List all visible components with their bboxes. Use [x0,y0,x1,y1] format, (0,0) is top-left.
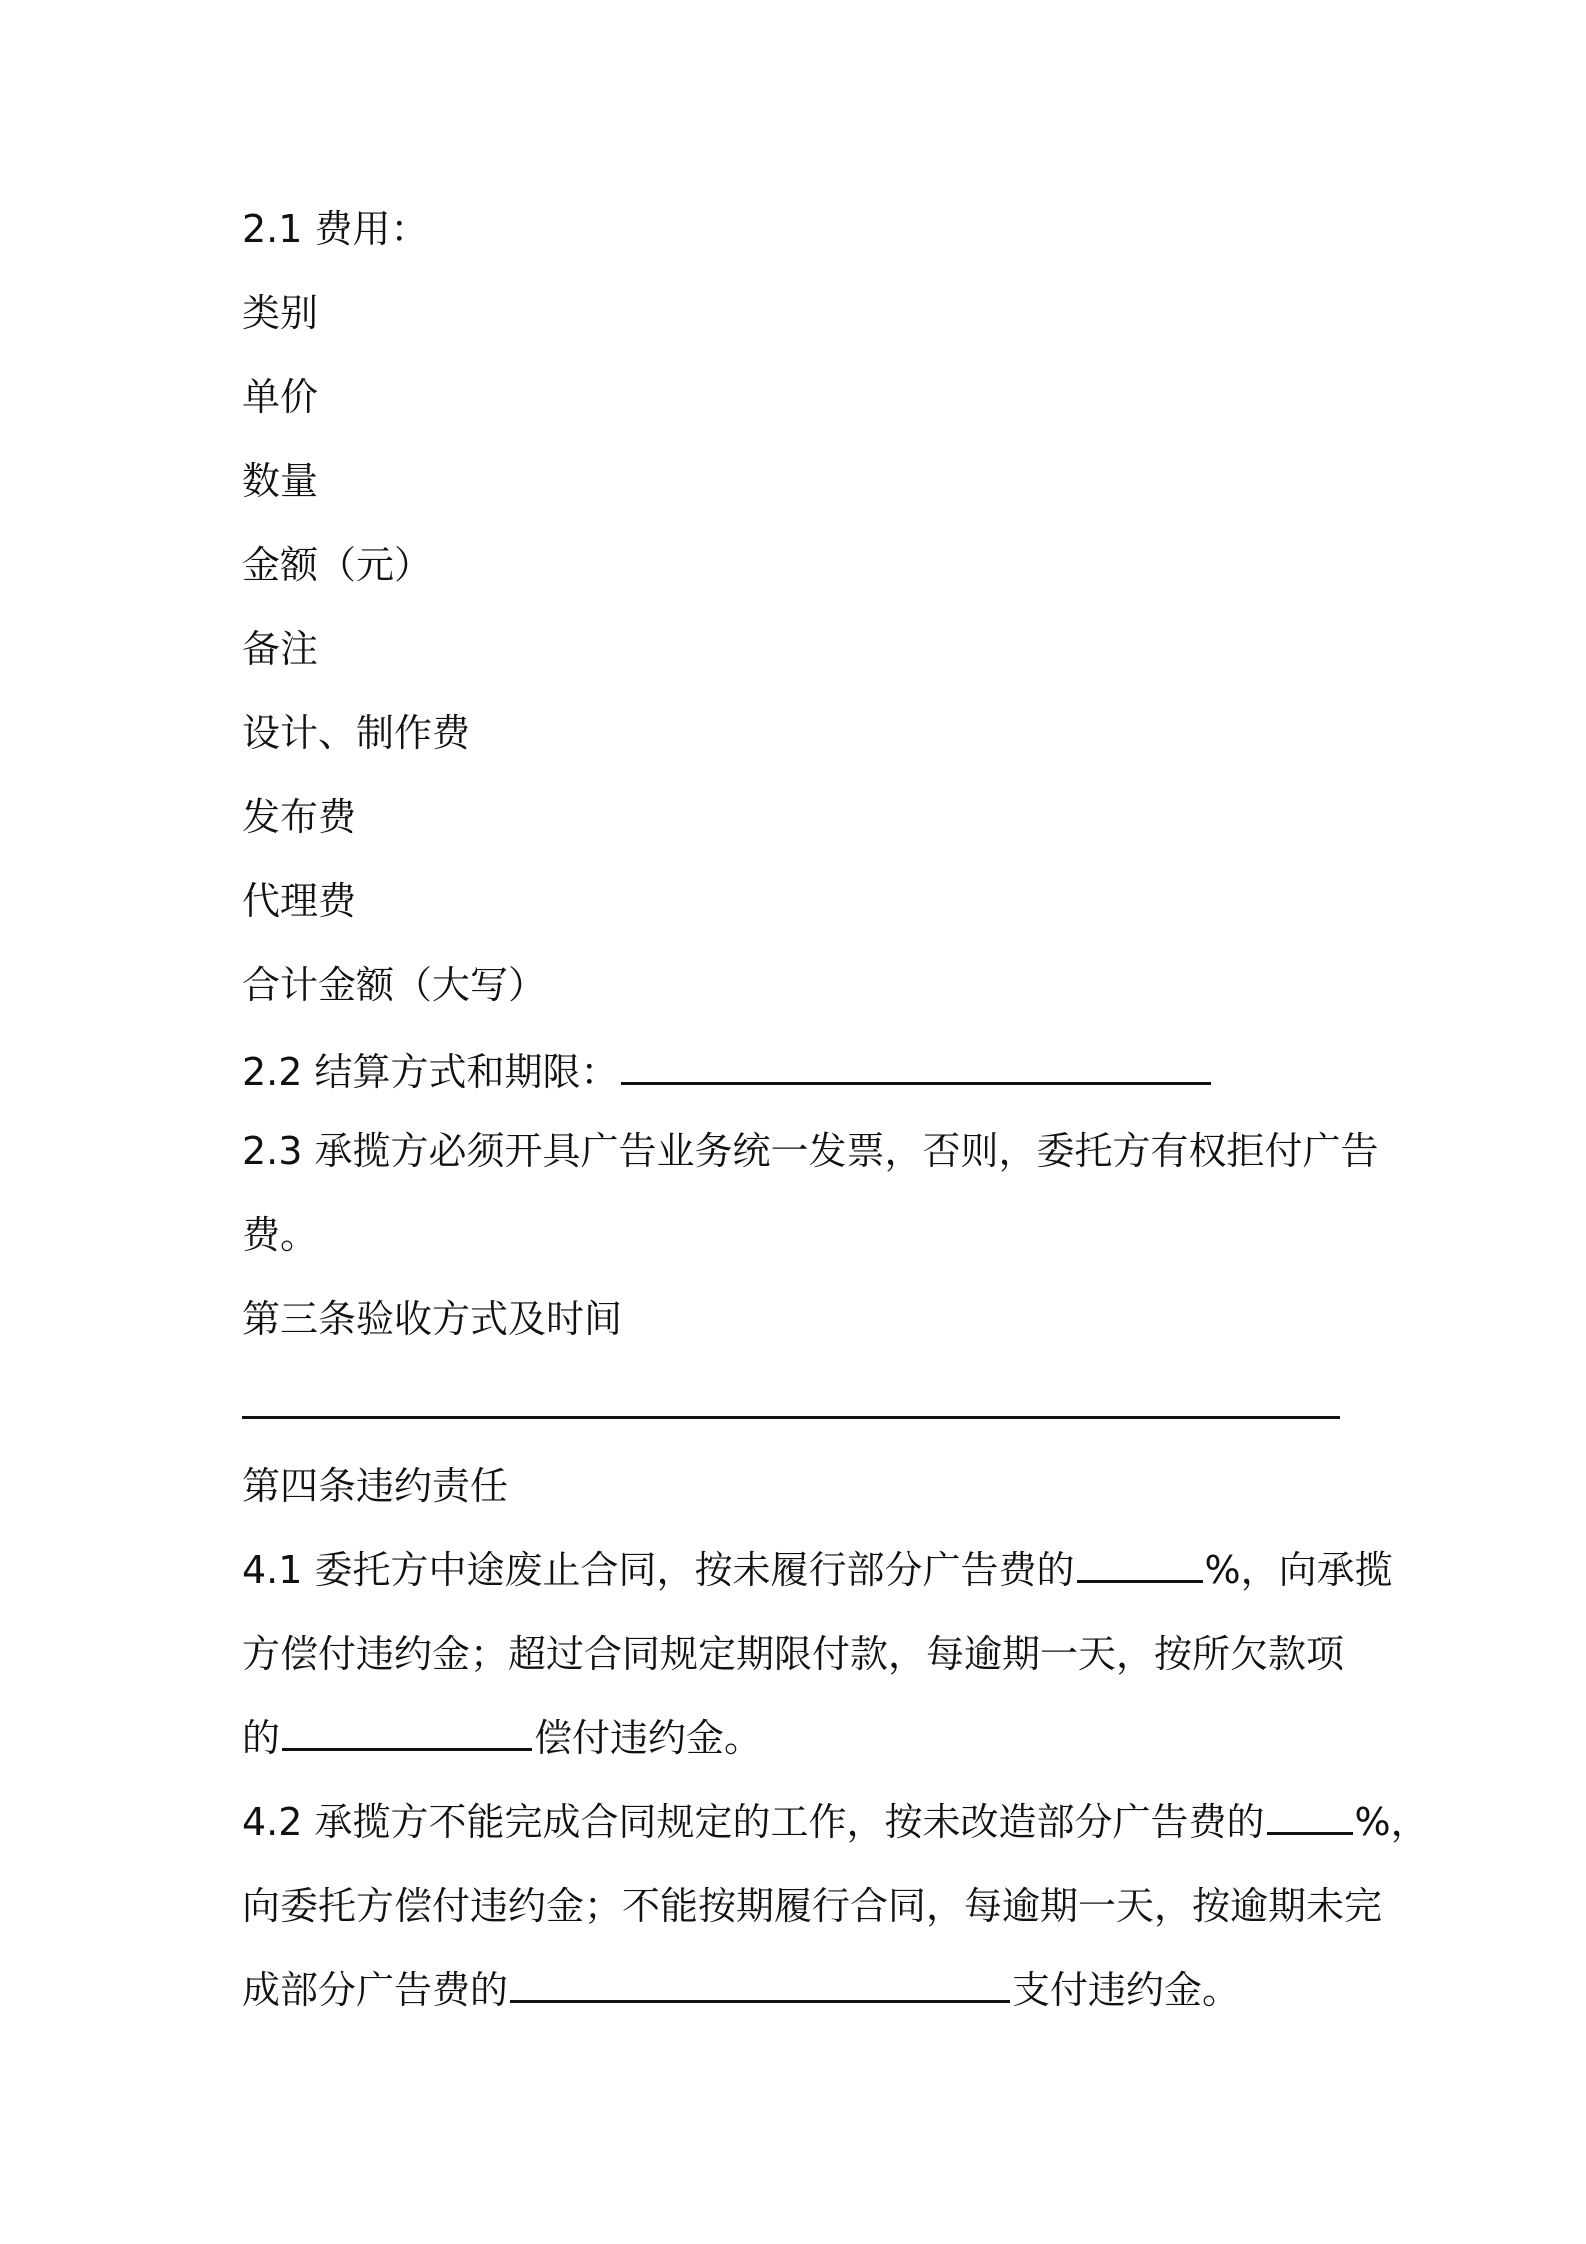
clause-2-2-text: 2.2 结算方式和期限： [242,1050,619,1094]
fee-row-publish: 发布费 [242,795,357,839]
clause-4-1-text-d: 偿付违约金。 [534,1716,763,1760]
acceptance-blank [242,1390,1340,1419]
clause-4-1-text-c: 的 [242,1716,281,1760]
fee-header-amount: 金额（元） [242,543,433,587]
section-3-blank-line [242,1380,1340,1432]
clause-4-2-line2: 向委托方偿付违约金；不能按期履行合同，每逾期一天，按逾期未完 [242,1884,1383,1928]
fee-total-label: 合计金额（大写） [242,963,547,1007]
fee-header-unit-price: 单价 [242,375,319,419]
fee-header-quantity: 数量 [242,459,319,503]
clause-4-1-line3 [242,1712,762,1764]
daily-penalty-blank-1 [282,1722,532,1751]
fee-header-category: 类别 [242,291,319,335]
clause-2-2 [242,1046,1213,1098]
clause-4-1-line2: 方偿付违约金；超过合同规定期限付款，每逾期一天，按所欠款项 [242,1632,1345,1676]
clause-4-2-line1 [242,1796,1429,1848]
section-4-title: 第四条违约责任 [242,1464,509,1508]
settlement-blank [621,1056,1211,1085]
clause-4-2-text-b: %， [1354,1800,1429,1844]
penalty-percent-blank-2 [1267,1806,1353,1835]
clause-4-1-line1 [242,1544,1393,1596]
clause-4-1-text-b: %，向承揽 [1204,1548,1393,1592]
fee-row-design: 设计、制作费 [242,711,471,755]
clause-4-1-text-a: 4.1 委托方中途废止合同，按未履行部分广告费的 [242,1548,1075,1592]
daily-penalty-blank-2 [510,1974,1010,2003]
clause-4-2-line3 [242,1964,1240,2016]
section-3-title: 第三条验收方式及时间 [242,1297,623,1341]
clause-4-2-text-a: 4.2 承揽方不能完成合同规定的工作，按未改造部分广告费的 [242,1800,1265,1844]
fee-row-agency: 代理费 [242,879,357,923]
clause-4-2-text-d: 支付违约金。 [1012,1968,1241,2012]
clause-2-1-title: 2.1 费用： [242,207,429,251]
clause-2-3-line1: 2.3 承揽方必须开具广告业务统一发票，否则，委托方有权拒付广告 [242,1129,1379,1173]
clause-4-2-text-c: 成部分广告费的 [242,1968,509,2012]
fee-header-remarks: 备注 [242,627,319,671]
clause-2-3-line2: 费。 [242,1213,319,1257]
penalty-percent-blank-1 [1077,1554,1203,1583]
